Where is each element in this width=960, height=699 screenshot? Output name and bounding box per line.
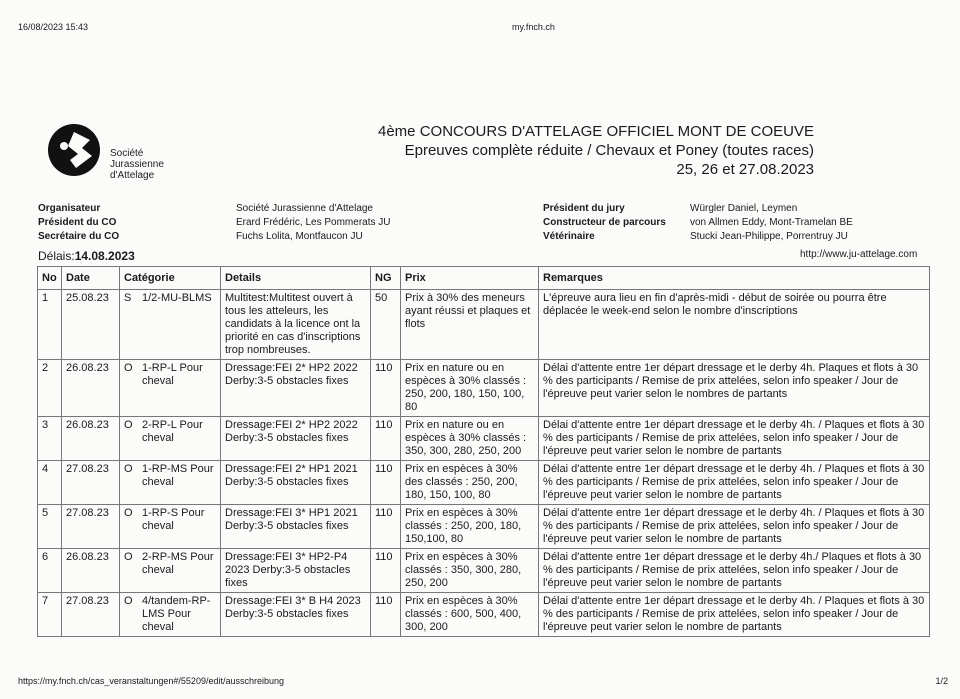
cell-date: 26.08.23: [62, 360, 120, 417]
cell-prix: Prix en espèces à 30% classés : 350, 300, 280, 250, 200: [401, 549, 539, 593]
cell-prix: Prix en nature ou en espèces à 30% classés : 250, 200, 180, 150, 100, 80: [401, 360, 539, 417]
cell-remarques: Délai d'attente entre 1er départ dressage et le derby 4h. / Plaques et flots à 30 % des participants / Remise de prix attelées, selon info speaker / Jour de l'épreuve peut varier selon le nombre de partants: [539, 417, 930, 461]
cell-category: [120, 360, 221, 417]
table-row: [38, 505, 930, 549]
cell-prix: Prix à 30% des meneurs ayant réussi et plaques et flots: [401, 290, 539, 360]
cell-details: Dressage:FEI 3* HP2-P4 2023 Derby:3-5 obstacles fixes: [221, 549, 371, 593]
cell-category-name: 2-RP-L Pour cheval: [142, 419, 203, 444]
cell-details: Dressage:FEI 3* HP1 2021 Derby:3-5 obstacles fixes: [221, 505, 371, 549]
info-label: Secrétaire du CO: [38, 231, 120, 242]
cell-details: Dressage:FEI 3* B H4 2023 Derby:3-5 obstacles fixes: [221, 593, 371, 637]
cell-type: O: [124, 507, 133, 519]
info-label: Organisateur: [38, 203, 101, 214]
cell-no: 7: [38, 593, 62, 637]
cell-category-name: 1-RP-L Pour cheval: [142, 362, 203, 387]
cell-no: 5: [38, 505, 62, 549]
delais-label: Délais:: [38, 249, 75, 263]
cell-date: 27.08.23: [62, 505, 120, 549]
cell-type: S: [124, 292, 132, 304]
cell-no: 4: [38, 461, 62, 505]
info-value: Société Jurassienne d'Attelage: [236, 203, 373, 214]
cell-remarques: Délai d'attente entre 1er départ dressage et le derby 4h. / Plaques et flots à 30 % des participants / Remise de prix attelées, selon info speaker / Jour de l'épreuve peut varier selon le nombre de partants: [539, 461, 930, 505]
table-row: [38, 290, 930, 360]
cell-date: 26.08.23: [62, 549, 120, 593]
cell-no: 3: [38, 417, 62, 461]
cell-ng: 110: [371, 549, 401, 593]
cell-category: [120, 549, 221, 593]
cell-ng: 110: [371, 593, 401, 637]
cell-category: [120, 461, 221, 505]
cell-details: Dressage:FEI 2* HP2 2022 Derby:3-5 obstacles fixes: [221, 360, 371, 417]
cell-remarques: Délai d'attente entre 1er départ dressage et le derby 4h. / Plaques et flots à 30 % des participants / Remise de prix attelées, selon info speaker / Jour de l'épreuve peut varier selon le nombre de partants: [539, 505, 930, 549]
cell-category-name: 1-RP-MS Pour cheval: [142, 463, 214, 488]
info-value: Würgler Daniel, Leymen: [690, 203, 798, 214]
cell-no: 1: [38, 290, 62, 360]
table-row: [38, 461, 930, 505]
cell-type: O: [124, 551, 133, 563]
info-value: Fuchs Lolita, Montfaucon JU: [236, 231, 363, 242]
column-header: Catégorie: [120, 267, 221, 290]
cell-type: O: [124, 419, 133, 431]
info-left-values: [236, 202, 391, 244]
cell-no: 6: [38, 549, 62, 593]
cell-details: Dressage:FEI 2* HP2 2022 Derby:3-5 obstacles fixes: [221, 417, 371, 461]
cell-ng: 110: [371, 417, 401, 461]
cell-type: O: [124, 463, 133, 475]
cell-ng: 110: [371, 360, 401, 417]
table-row: [38, 417, 930, 461]
cell-date: 25.08.23: [62, 290, 120, 360]
table-header-row: [38, 267, 930, 290]
competition-table: [37, 266, 930, 637]
cell-category-name: 4/tandem-RP-LMS Pour cheval: [142, 595, 211, 633]
column-header: NG: [371, 267, 401, 290]
sja-logo-icon: [46, 120, 106, 180]
print-site: my.fnch.ch: [512, 22, 555, 32]
info-left-labels: [38, 202, 119, 244]
info-label: Constructeur de parcours: [543, 217, 666, 228]
info-label: Président du CO: [38, 217, 117, 228]
cell-prix: Prix en nature ou en espèces à 30% classés : 350, 300, 280, 250, 200: [401, 417, 539, 461]
cell-prix: Prix en espèces à 30% classés : 250, 200, 180, 150,100, 80: [401, 505, 539, 549]
website-link[interactable]: http://www.ju-attelage.com: [800, 249, 918, 260]
info-value: von Allmen Eddy, Mont-Tramelan BE: [690, 217, 853, 228]
cell-category-name: 1/2-MU-BLMS: [142, 292, 212, 304]
column-header: No: [38, 267, 62, 290]
column-header: Prix: [401, 267, 539, 290]
cell-category: [120, 417, 221, 461]
cell-prix: Prix en espèces à 30% classés : 600, 500, 400, 300, 200: [401, 593, 539, 637]
document-title: [378, 122, 814, 179]
title-line-1: 4ème CONCOURS D'ATTELAGE OFFICIEL MONT DE COEUVE: [378, 123, 814, 140]
column-header: Date: [62, 267, 120, 290]
info-value: Stucki Jean-Philippe, Porrentruy JU: [690, 231, 848, 242]
cell-type: O: [124, 595, 133, 607]
logo-line: Société: [110, 148, 144, 159]
info-right-labels: [543, 202, 666, 244]
info-right-values: [690, 202, 853, 244]
info-value: Erard Frédéric, Les Pommerats JU: [236, 217, 391, 228]
cell-date: 27.08.23: [62, 593, 120, 637]
cell-category: [120, 505, 221, 549]
cell-remarques: Délai d'attente entre 1er départ dressage et le derby 4h. / Plaques et flots à 30 % des participants / Remise de prix attelées, selon info speaker / Jour de l'épreuve peut varier selon le nombre de partants: [539, 593, 930, 637]
cell-ng: 110: [371, 461, 401, 505]
cell-category: [120, 593, 221, 637]
column-header: Remarques: [539, 267, 930, 290]
print-datetime: 16/08/2023 15:43: [18, 22, 89, 32]
logo-line: Jurassienne: [110, 159, 164, 170]
cell-category-name: 2-RP-MS Pour cheval: [142, 551, 214, 576]
cell-prix: Prix en espèces à 30% des classés : 250, 200, 180, 150, 100, 80: [401, 461, 539, 505]
column-header: Details: [221, 267, 371, 290]
footer-url: https://my.fnch.ch/cas_veranstaltungen#/55209/edit/ausschreibung: [18, 676, 285, 686]
title-line-2: Epreuves complète réduite / Chevaux et Poney (toutes races): [404, 142, 814, 159]
cell-date: 26.08.23: [62, 417, 120, 461]
cell-ng: 110: [371, 505, 401, 549]
title-line-3: 25, 26 et 27.08.2023: [676, 161, 814, 178]
info-label: Président du jury: [543, 203, 625, 214]
cell-category-name: 1-RP-S Pour cheval: [142, 507, 205, 532]
cell-ng: 50: [371, 290, 401, 360]
logo-text: [110, 148, 164, 181]
cell-date: 27.08.23: [62, 461, 120, 505]
cell-type: O: [124, 362, 133, 374]
table-row: [38, 360, 930, 417]
delais: [38, 249, 135, 263]
cell-no: 2: [38, 360, 62, 417]
table-row: [38, 549, 930, 593]
cell-details: Dressage:FEI 2* HP1 2021 Derby:3-5 obstacles fixes: [221, 461, 371, 505]
cell-remarques: L'épreuve aura lieu en fin d'après-midi - début de soirée ou pourra être déplacée le week-end selon le nombre d'inscriptions: [539, 290, 930, 360]
info-label: Vétérinaire: [543, 231, 595, 242]
cell-remarques: Délai d'attente entre 1er départ dressage et le derby 4h./ Plaques et flots à 30 % des participants / Remise de prix attelées, selon info speaker / Jour de l'épreuve peut varier selon le nombre de partants: [539, 549, 930, 593]
logo-line: d'Attelage: [110, 170, 155, 181]
table-row: [38, 593, 930, 637]
delais-value: 14.08.2023: [74, 249, 135, 263]
page-number: 1/2: [935, 676, 948, 686]
cell-details: Multitest:Multitest ouvert à tous les atteleurs, les candidats à la licence ont la priorité en cas d'inscriptions trop nombreuses.: [221, 290, 371, 360]
cell-remarques: Délai d'attente entre 1er départ dressage et le derby 4h. Plaques et flots à 30 % des participants / Remise de prix attelées, selon info speaker / Jour de l'épreuve peut varier selon le nombres de partants: [539, 360, 930, 417]
cell-category: [120, 290, 221, 360]
